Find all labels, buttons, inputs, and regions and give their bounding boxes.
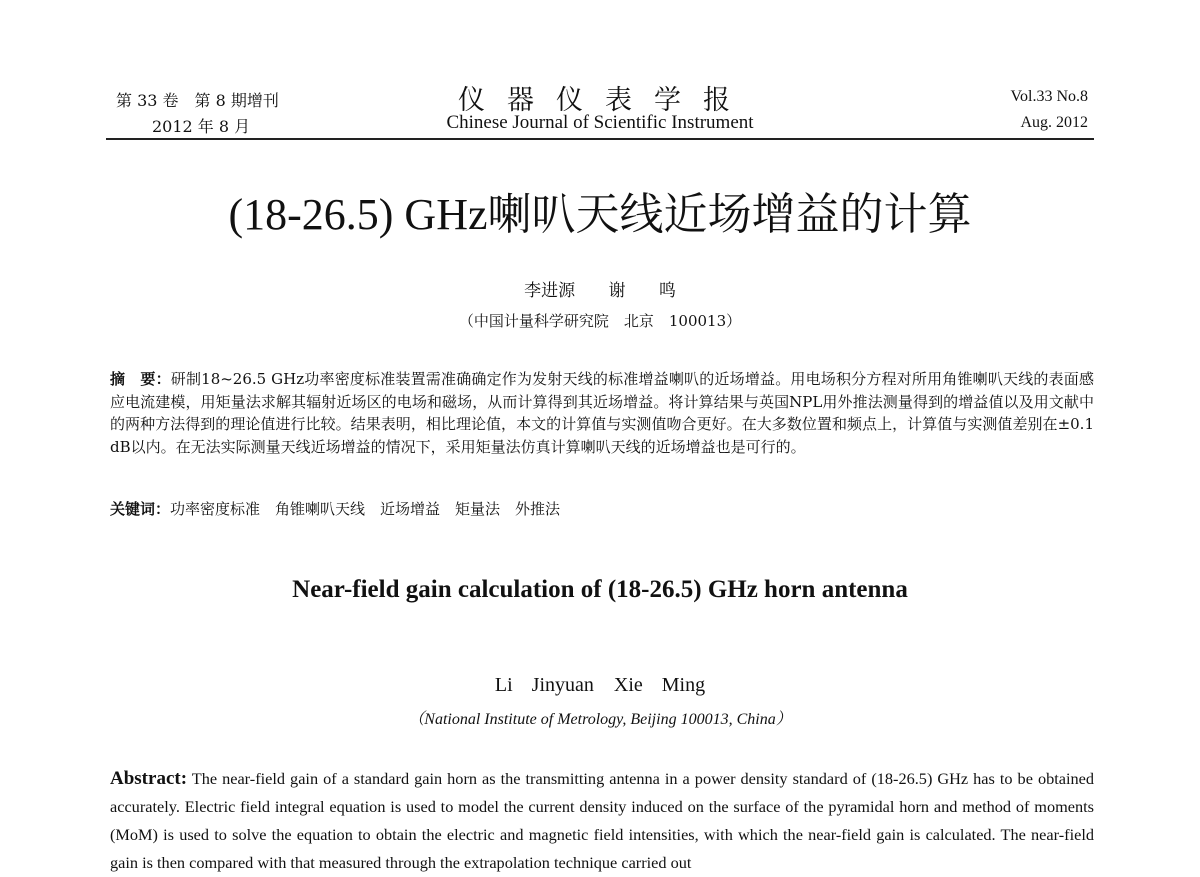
authors-en: Li Jinyuan Xie Ming	[494, 674, 706, 696]
publication-date-cn: 2012 年 8 月	[152, 117, 251, 136]
authors-cn: 李进源 谢 鸣	[524, 281, 676, 301]
paper-title-en: Near-field gain calculation of (18-26.5) GHz horn antenna	[292, 576, 908, 603]
keywords-cn-text: 功率密度标准 角锥喇叭天线 近场增益 矩量法 外推法	[170, 500, 561, 518]
affiliation-en: （National Institute of Metrology, Beijing 100013, China）	[408, 711, 792, 728]
abstract-en-label: Abstract:	[110, 768, 188, 789]
abstract-cn-text: 研制18~26.5 GHz功率密度标准装置需准确确定作为发射天线的标准增益喇叭的近场增益。用电场积分方程对所用角锥喇叭天线的表面感应电流建模，用矩量法求解其辐射近场区的电场和磁场，从而计算得到其近场增益。将计算结果与英国NPL用外推法测量得到的增益值以及用文献中的两种方法得到的理论值进行比较。结果表明，相比理论值，本文的计算值与实测值吻合更好。在大多数位置和频点上，计算值与实测值差别在±0.1 dB以内。在无法实际测量天线近场增益的情况下，采用矩量法仿真计算喇叭天线的近场增益也是可行的。	[110, 370, 1094, 456]
journal-title-cn: 仪器仪表学报	[458, 85, 752, 116]
abstract-en	[110, 765, 1094, 877]
keywords-cn	[110, 498, 1094, 519]
abstract-cn-label: 摘 要：	[110, 370, 171, 388]
volume-issue: 第 33 卷 第 8 期增刊	[116, 91, 279, 110]
abstract-en-text: The near-field gain of a standard gain horn as the transmitting antenna in a power density standard of (18-26.5) GHz has to be obtained accurately. Electric field integral equation is used to model the current density induced on the surface of the pyramidal horn and method of moments (MoM) is used to solve the equation to obtain the electric and magnetic field intensities, with which the near-field gain is calculated. The near-field gain is then compared with that measured through the extrapolation technique carried out	[110, 769, 1094, 872]
header-rule	[106, 138, 1094, 140]
paper-title-cn: (18-26.5) GHz喇叭天线近场增益的计算	[228, 190, 972, 239]
abstract-cn	[110, 368, 1094, 458]
publication-date-en: Aug. 2012	[1020, 114, 1088, 131]
affiliation-cn: （中国计量科学研究院 北京 100013）	[458, 312, 742, 330]
volume-issue-en: Vol.33 No.8	[1010, 88, 1088, 105]
keywords-cn-label: 关键词：	[110, 500, 171, 518]
journal-title-en: Chinese Journal of Scientific Instrument	[446, 112, 754, 133]
